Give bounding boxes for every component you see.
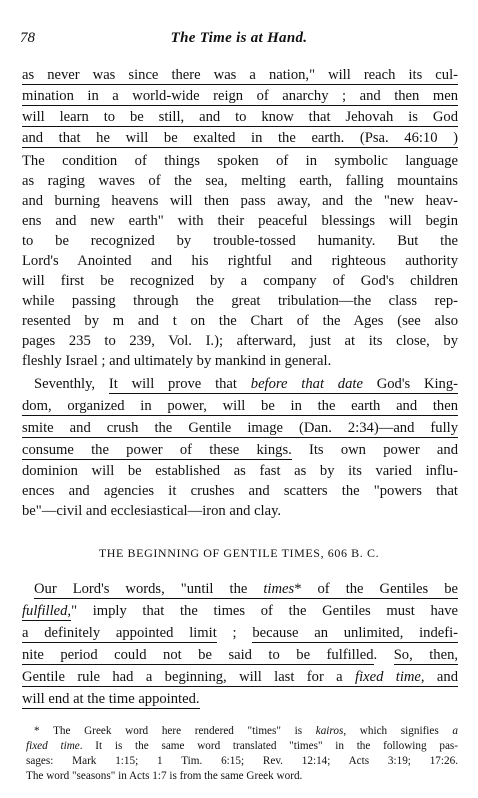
underlined-text: as never was since there was a nation," will reach its cul- (22, 67, 458, 83)
text-line: to be recognized by trouble-tossed humanity. But the (22, 233, 458, 249)
italic-text: times (263, 581, 295, 597)
text-line (22, 108, 458, 127)
underlined-text: Dan. 2:34 (303, 420, 374, 436)
italic-text: before that date (250, 376, 363, 392)
text-line: will first be recognized by a company of God's children (22, 273, 458, 289)
text-run: Its own power and (291, 442, 458, 458)
text-run: . It is the same word translated "times" in the following pas- (79, 740, 458, 752)
text-line (22, 87, 458, 106)
page-header (20, 30, 458, 52)
text-run: * of the Gentiles be (294, 581, 458, 597)
text-line: pages 235 to 239, Vol. I.); afterward, just at its close, by (22, 333, 458, 349)
text-line: be"—civil and ecclesiastical—iron and clay. (22, 503, 282, 519)
text-run: Gentile rule had a beginning, will last for a (22, 669, 356, 685)
italic-text: kairos (315, 725, 344, 737)
underlined-text: will learn to be still, and to know that Jehovah is God (22, 109, 458, 125)
footnote-line (34, 724, 458, 738)
underlined-text: So, then, (393, 647, 459, 663)
text-line: while passing through the great tribulation—the class rep- (22, 293, 458, 309)
underlined-text: dom, organized in power, will be in the earth and then (22, 398, 458, 414)
underlined-text: and that he will be exalted in the earth. (Psa. 46:10 ) (22, 130, 458, 146)
text-line: dominion will be established as fast as by its varied influ- (22, 463, 458, 479)
text-line (22, 668, 458, 687)
text-run: , and (420, 669, 458, 685)
italic-text: fixed time (355, 669, 421, 685)
text-line: as raging waves of the sea, melting earth, falling mountains (22, 173, 458, 189)
underlined-text: nite period could not be said to be fulfilled (22, 647, 374, 663)
running-title: The Time is at Hand. (170, 30, 308, 46)
text-line (22, 602, 458, 621)
page-number: 78 (20, 30, 35, 46)
underlined-text: will end at the time appointed. (22, 691, 200, 707)
text-line (22, 690, 458, 709)
text-line: ences and agencies it crushes and scatters the "powers that (22, 483, 458, 499)
footnote-line (26, 739, 458, 753)
text-line (22, 646, 458, 665)
italic-text: fixed time (26, 740, 80, 752)
text-line (22, 624, 458, 643)
text-line (22, 129, 458, 148)
footnote-line: The word "seasons" in Acts 1:7 is from the same Greek word. (26, 770, 303, 782)
text-line (34, 375, 458, 394)
footnote-line: sages: Mark 1:15; 1 Tim. 6:15; Rev. 12:14; Acts 3:19; 17:26. (26, 755, 458, 767)
underlined-text (34, 581, 458, 599)
underlined-text: smite and crush the Gentile image ( (22, 420, 304, 436)
text-run: Seventhly, (34, 376, 109, 392)
text-run: " imply that the times of the Gentiles must have (71, 603, 458, 619)
section-heading: THE BEGINNING OF GENTILE TIMES, 606 B. C. (98, 546, 380, 560)
underlined-text: mination in a world-wide reign of anarchy ; and then men (22, 88, 458, 104)
text-line: Lord's Anointed and his rightful and righteous authority (22, 253, 458, 269)
text-line (22, 441, 458, 460)
text-line: and burning heavens will then pass away, and the "new heav- (22, 193, 458, 209)
text-run: * The Greek word here rendered "times" is (34, 725, 316, 737)
underlined-text (109, 376, 458, 394)
text-run: God's King- (362, 376, 458, 392)
text-run: ; (216, 625, 253, 641)
underlined-text: )—and fully (373, 420, 458, 436)
text-line: fleshly Israel ; and ultimately by mankind in general. (22, 353, 332, 369)
text-run: It will prove that (108, 376, 251, 392)
text-line: ens and new earth" with their peaceful blessings will begin (22, 213, 458, 229)
text-run: , which signifies (343, 725, 453, 737)
text-run: Our Lord's words, "until the (34, 581, 264, 597)
italic-text: a (452, 725, 458, 737)
text-line (34, 580, 458, 599)
text-run: . (373, 647, 394, 663)
text-line (22, 66, 458, 85)
text-line: resented by m and t on the Chart of the Ages (see also (22, 313, 458, 329)
underlined-text: because an unlimited, indefi- (252, 625, 458, 641)
underlined-text: fulfilled, (22, 603, 72, 619)
underlined-text: a definitely appointed limit (22, 625, 217, 641)
underlined-text (22, 669, 458, 687)
text-line (22, 419, 458, 438)
underlined-text: consume the power of these kings. (22, 442, 292, 458)
text-line: The condition of things spoken of in symbolic language (22, 153, 458, 169)
text-line (22, 397, 458, 416)
